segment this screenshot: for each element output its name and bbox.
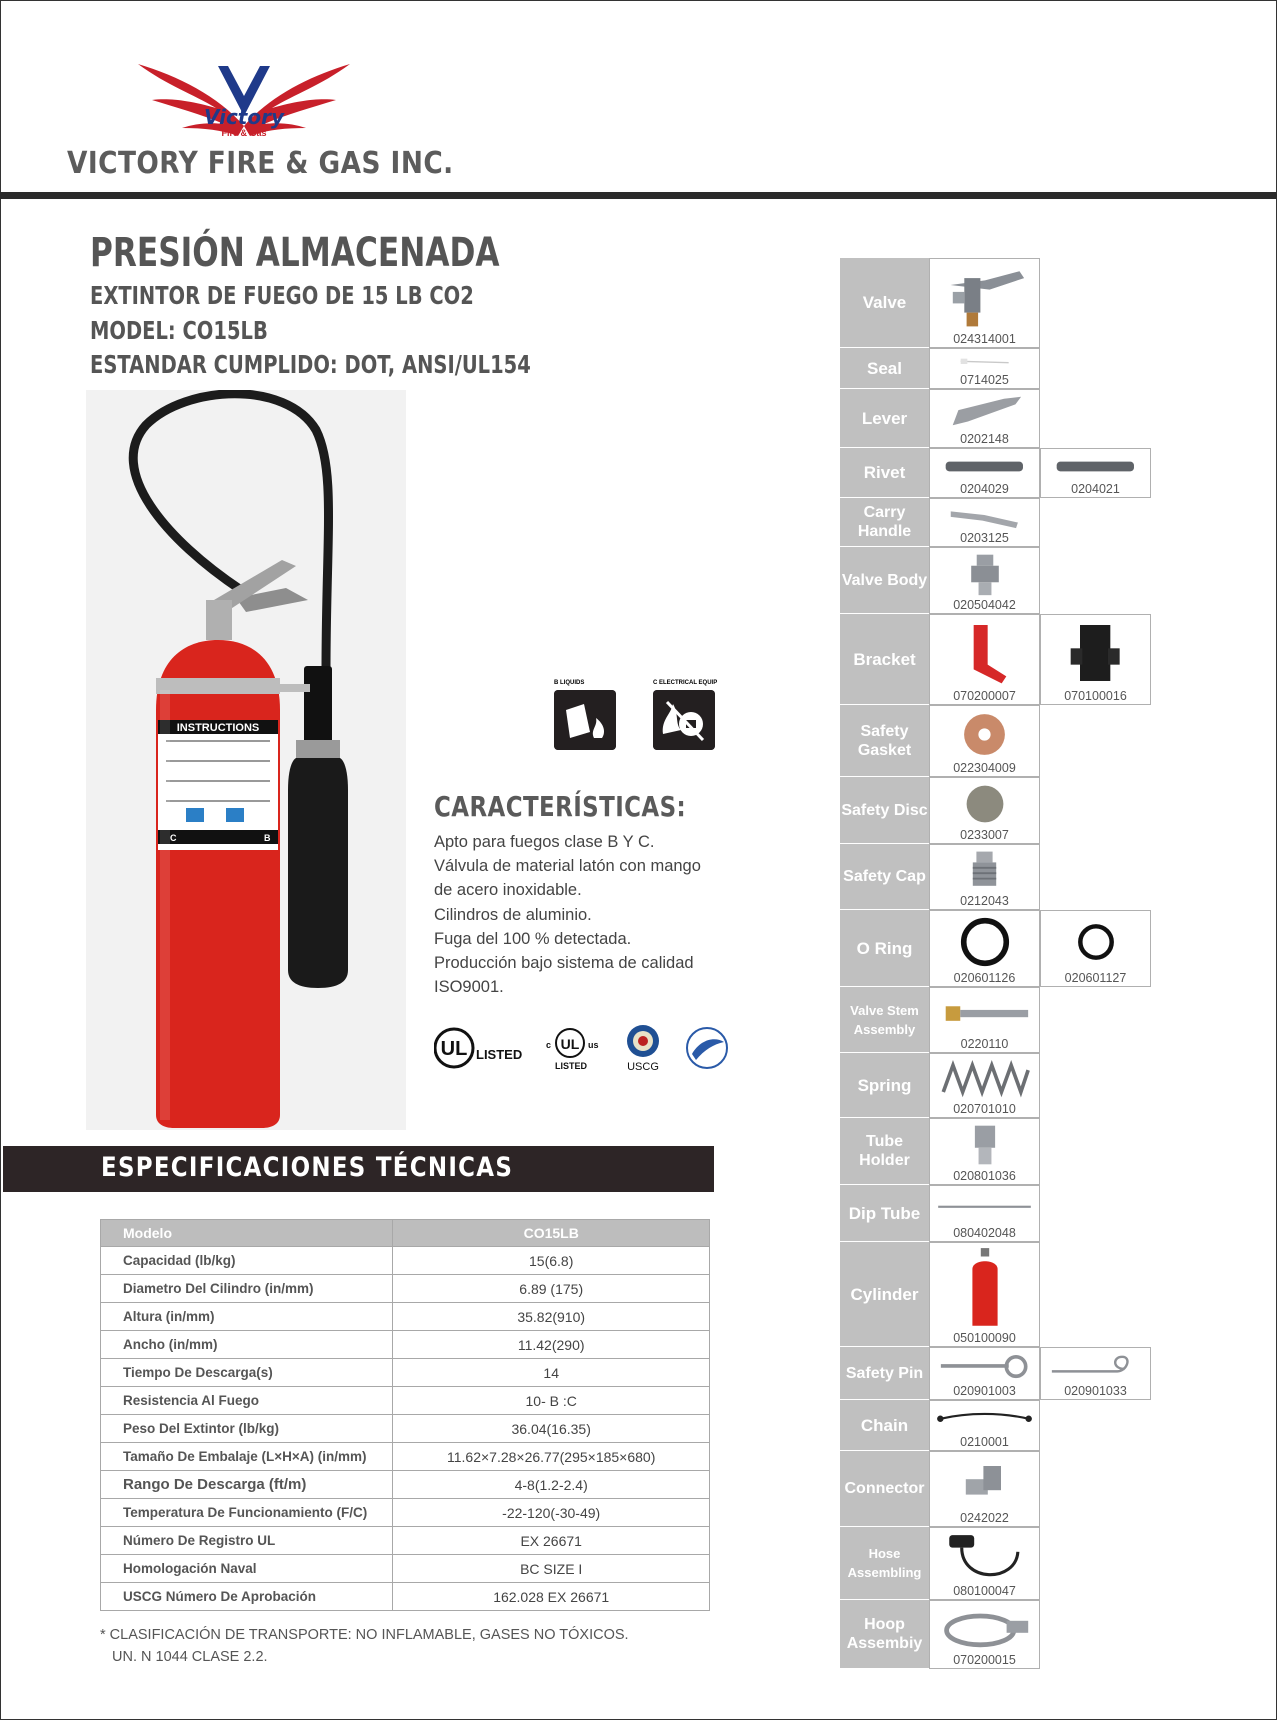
spec-label: Homologación Naval: [101, 1555, 393, 1583]
label-class-b: B: [264, 833, 271, 843]
part-code: 070100016: [1064, 689, 1127, 703]
liquid-fire-icon: [554, 690, 616, 750]
part-label: Valve: [840, 258, 929, 348]
feature-line: Fuga del 100 % detectada.: [434, 929, 632, 948]
seal-icon: [936, 352, 1033, 372]
cul-listed-text: LISTED: [554, 1061, 588, 1071]
spec-value: 4-8(1.2-2.4): [393, 1471, 710, 1499]
spec-label: Tiempo De Descarga(s): [101, 1359, 393, 1387]
part-cell: [929, 389, 1040, 448]
table-row: [101, 1583, 710, 1611]
extinguisher-image: [86, 390, 406, 1130]
header-divider: [0, 192, 1277, 199]
part-code: 0204029: [960, 482, 1009, 496]
part-cell: [929, 987, 1040, 1053]
hoop-clamp-icon: [936, 1604, 1033, 1652]
spec-label: Rango De Descarga (ft/m): [101, 1471, 393, 1499]
part-cell: [929, 1185, 1040, 1242]
spec-value: 11.42(290): [393, 1331, 710, 1359]
feature-line: Apto para fuegos clase B Y C.: [434, 833, 655, 851]
part-code: 020901033: [1064, 1384, 1127, 1398]
part-row: [840, 389, 1153, 448]
table-row: [101, 1499, 710, 1527]
table-row: [101, 1247, 710, 1275]
part-cell: [929, 705, 1040, 777]
part-row: [840, 1347, 1153, 1400]
table-row: [101, 1331, 710, 1359]
part-label: Hose Assembling: [840, 1527, 929, 1600]
part-cell: [929, 844, 1040, 910]
part-code: 0242022: [960, 1511, 1009, 1525]
connector-icon: [936, 1455, 1033, 1510]
table-row: [101, 1471, 710, 1499]
part-code: 020504042: [953, 598, 1016, 612]
part-code: 020901003: [953, 1384, 1016, 1398]
cap-icon: [936, 848, 1033, 893]
part-label: Spring: [840, 1053, 929, 1118]
part-code: 080402048: [953, 1226, 1016, 1240]
o-ring-small-icon: [1047, 914, 1144, 970]
part-cell: [929, 448, 1040, 498]
part-row: [840, 1600, 1153, 1669]
spec-value: 10- B :C: [393, 1387, 710, 1415]
part-cell: [1040, 1347, 1151, 1400]
part-label: Hoop Assembiy: [840, 1600, 929, 1669]
tube-holder-icon: [936, 1122, 1033, 1168]
red-bracket-icon: [936, 618, 1033, 688]
dot-mark: [687, 1028, 727, 1068]
cylinder-icon: [936, 1246, 1033, 1330]
uscg-mark: [627, 1025, 659, 1072]
hazard-liquids: [554, 678, 616, 750]
part-code: 0203125: [960, 531, 1009, 545]
part-label: Bracket: [840, 614, 929, 705]
rivet-icon: [936, 452, 1033, 481]
part-cell: [929, 547, 1040, 614]
spec-value: BC SIZE I: [393, 1555, 710, 1583]
chain-icon: [936, 1404, 1033, 1434]
spec-value: -22-120(-30-49): [393, 1499, 710, 1527]
spec-value: EX 26671: [393, 1527, 710, 1555]
part-code: 0210001: [960, 1435, 1009, 1449]
part-code: 070200015: [953, 1653, 1016, 1667]
hazard-caption: C ELECTRICAL EQUIP: [653, 680, 718, 686]
title-line-2: EXTINTOR DE FUEGO DE 15 LB CO2: [90, 281, 474, 310]
spring-icon: [936, 1057, 1033, 1101]
part-cell: [1040, 614, 1151, 705]
table-row: [101, 1303, 710, 1331]
part-code: 0204021: [1071, 482, 1120, 496]
footnote-line-1: * CLASIFICACIÓN DE TRANSPORTE: NO INFLAMABLE, GASES NO TÓXICOS.: [100, 1627, 629, 1643]
part-code: 0202148: [960, 432, 1009, 446]
part-cell: [929, 1600, 1040, 1669]
part-code: 020601126: [953, 971, 1016, 985]
part-row: [840, 1400, 1153, 1451]
spec-label: Diametro Del Cilindro (in/mm): [101, 1275, 393, 1303]
specs-table: [100, 1219, 710, 1611]
part-label: Safety Pin: [840, 1347, 929, 1400]
part-label: Rivet: [840, 448, 929, 498]
part-cell: [929, 348, 1040, 389]
valve-icon: [936, 262, 1033, 331]
spec-value: 11.62×7.28×26.77(295×185×680): [393, 1443, 710, 1471]
hose-icon: [936, 1531, 1033, 1583]
electrical-fire-icon: [653, 690, 715, 750]
part-label: Tube Holder: [840, 1118, 929, 1185]
part-row: [840, 910, 1153, 987]
spec-label: Número De Registro UL: [101, 1527, 393, 1555]
specs-title: ESPECIFICACIONES TÉCNICAS: [101, 1152, 514, 1183]
o-ring-icon: [936, 914, 1033, 970]
cul-ul-text: UL: [560, 1036, 580, 1052]
table-row: [101, 1527, 710, 1555]
title-line-3: MODEL: CO15LB: [90, 316, 268, 345]
pin-alt-icon: [1047, 1351, 1144, 1383]
feature-line: ISO9001.: [434, 978, 504, 997]
part-cell: [929, 614, 1040, 705]
part-cell: [929, 1400, 1040, 1451]
spec-label: Tamaño De Embalaje (L×H×A) (in/mm): [101, 1443, 393, 1471]
part-label: Connector: [840, 1451, 929, 1527]
spec-value: 14: [393, 1359, 710, 1387]
label-class-c: C: [170, 833, 177, 843]
table-row: [101, 1275, 710, 1303]
table-header-row: [101, 1220, 710, 1247]
cul-us-mark: [546, 1029, 599, 1071]
table-row: [101, 1387, 710, 1415]
part-row: [840, 348, 1153, 389]
part-cell: [929, 910, 1040, 987]
part-row: [840, 705, 1153, 777]
part-code: 0212043: [960, 894, 1009, 908]
part-code: 080100047: [953, 1584, 1016, 1598]
table-row: [101, 1443, 710, 1471]
specs-header-bar: [3, 1146, 714, 1192]
part-label: Carry Handle: [840, 498, 929, 547]
features-title: CARACTERÍSTICAS:: [434, 790, 687, 823]
part-cell: [929, 1527, 1040, 1600]
part-code: 050100090: [953, 1331, 1016, 1345]
part-cell: [929, 1053, 1040, 1118]
uscg-text: USCG: [627, 1061, 659, 1072]
part-code: 070200007: [953, 689, 1016, 703]
part-label: Valve Body: [840, 547, 929, 614]
feature-line: Producción bajo sistema de calidad: [434, 954, 694, 973]
part-label: Safety Disc: [840, 777, 929, 844]
victory-logo: [138, 56, 350, 142]
part-label: Dip Tube: [840, 1185, 929, 1242]
part-row: [840, 1242, 1153, 1347]
ul-listed-text: LISTED: [476, 1047, 523, 1062]
part-cell: [929, 1451, 1040, 1527]
part-code: 0233007: [960, 828, 1009, 842]
part-row: [840, 1185, 1153, 1242]
part-cell: [929, 1347, 1040, 1400]
spec-label: USCG Número De Aprobación: [101, 1583, 393, 1611]
spec-label: Resistencia Al Fuego: [101, 1387, 393, 1415]
part-row: [840, 614, 1153, 705]
ul-listed-mark: [435, 1029, 522, 1067]
spec-label: Capacidad (lb/kg): [101, 1247, 393, 1275]
part-label: Safety Cap: [840, 844, 929, 910]
part-row: [840, 987, 1153, 1053]
part-cell: [929, 777, 1040, 844]
part-code: 0220110: [960, 1037, 1009, 1051]
part-label: Seal: [840, 348, 929, 389]
part-row: [840, 777, 1153, 844]
table-row: [101, 1555, 710, 1583]
part-code: 0714025: [960, 373, 1009, 387]
valve-body-icon: [936, 551, 1033, 597]
table-row: [101, 1415, 710, 1443]
carry-handle-icon: [936, 502, 1033, 530]
part-label: Valve Stem Assembly: [840, 987, 929, 1053]
transport-footnote: [100, 1624, 629, 1668]
spec-label: Altura (in/mm): [101, 1303, 393, 1331]
part-row: [840, 1118, 1153, 1185]
rivet-icon: [1047, 452, 1144, 481]
part-row: [840, 844, 1153, 910]
spec-value: 6.89 (175): [393, 1275, 710, 1303]
certification-marks: [434, 1022, 734, 1072]
spec-label: Temperatura De Funcionamiento (F/C): [101, 1499, 393, 1527]
valve-stem-icon: [936, 991, 1033, 1036]
part-cell: [929, 258, 1040, 348]
part-row: [840, 258, 1153, 348]
gasket-icon: [936, 709, 1033, 760]
part-code: 020801036: [953, 1169, 1016, 1183]
logo-sub: Fire & Gas: [221, 128, 267, 138]
feature-line: Cilindros de aluminio.: [434, 905, 592, 924]
part-cell: [1040, 910, 1151, 987]
label-instructions: INSTRUCTIONS: [176, 722, 260, 734]
hazard-electrical: [653, 678, 718, 750]
spec-value: 162.028 EX 26671: [393, 1583, 710, 1611]
pin-icon: [936, 1351, 1033, 1383]
part-cell: [929, 498, 1040, 547]
part-code: 022304009: [953, 761, 1016, 775]
logo-word: Victory: [203, 105, 285, 129]
spec-label: Ancho (in/mm): [101, 1331, 393, 1359]
part-label: O Ring: [840, 910, 929, 987]
spec-label: Peso Del Extintor (lb/kg): [101, 1415, 393, 1443]
ul-text: UL: [440, 1038, 468, 1060]
part-cell: [1040, 448, 1151, 498]
part-label: Safety Gasket: [840, 705, 929, 777]
cul-c-text: c: [546, 1040, 552, 1050]
feature-line: de acero inoxidable.: [434, 881, 582, 900]
part-label: Lever: [840, 389, 929, 448]
black-bracket-icon: [1047, 618, 1144, 688]
part-code: 020701010: [953, 1102, 1016, 1116]
footnote-line-2: UN. N 1044 CLASE 2.2.: [112, 1649, 268, 1665]
part-row: [840, 1527, 1153, 1600]
part-label: Cylinder: [840, 1242, 929, 1347]
spec-value: 36.04(16.35): [393, 1415, 710, 1443]
part-row: [840, 1451, 1153, 1527]
hazard-caption: B LIQUIDS: [554, 680, 585, 686]
title-line-1: PRESIÓN ALMACENADA: [90, 230, 500, 276]
header-value: CO15LB: [393, 1220, 710, 1247]
part-code: 024314001: [953, 332, 1016, 346]
feature-line: Válvula de material latón con mango: [434, 857, 701, 876]
part-cell: [929, 1242, 1040, 1347]
part-row: [840, 498, 1153, 547]
part-row: [840, 448, 1153, 498]
features-list: [434, 830, 701, 999]
product-titles: [90, 230, 531, 382]
part-code: 020601127: [1064, 971, 1127, 985]
part-cell: [929, 1118, 1040, 1185]
part-label: Chain: [840, 1400, 929, 1451]
disc-icon: [936, 781, 1033, 827]
company-name: VICTORY FIRE & GAS INC.: [67, 146, 454, 181]
lever-icon: [936, 393, 1033, 431]
spec-value: 15(6.8): [393, 1247, 710, 1275]
spec-value: 35.82(910): [393, 1303, 710, 1331]
part-row: [840, 1053, 1153, 1118]
table-row: [101, 1359, 710, 1387]
title-line-4: ESTANDAR CUMPLIDO: DOT, ANSI/UL154: [90, 350, 531, 379]
cul-us-text: us: [588, 1040, 599, 1050]
header-label: Modelo: [101, 1220, 393, 1247]
part-row: [840, 547, 1153, 614]
dip-tube-icon: [936, 1189, 1033, 1225]
